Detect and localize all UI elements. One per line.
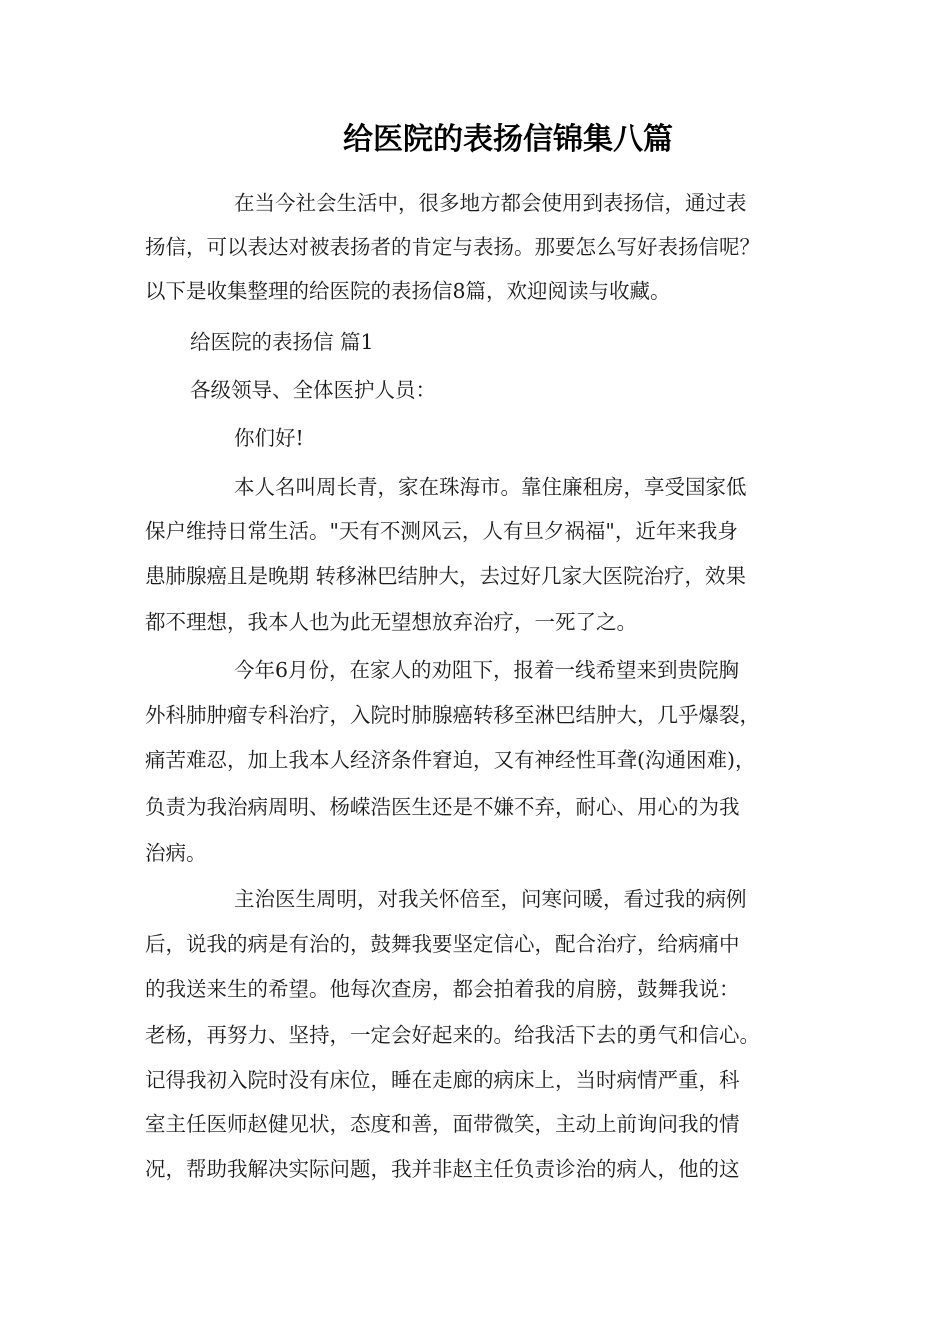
paragraph-line: 老杨，再努力、坚持，一定会好起来的。给我活下去的勇气和信心。 [145,1023,760,1047]
paragraph-line: 在当今社会生活中，很多地方都会使用到表扬信，通过表 [234,191,747,215]
section-heading: 给医院的表扬信 篇1 [190,330,374,354]
paragraph-line: 都不理想，我本人也为此无望想放弃治疗，一死了之。 [145,610,637,634]
paragraph-line: 况，帮助我解决实际问题，我并非赵主任负责诊治的病人，他的这 [145,1157,740,1181]
paragraph-line: 本人名叫周长青，家在珠海市。靠住廉租房，享受国家低 [234,475,747,499]
paragraph-line: 记得我初入院时没有床位，睡在走廊的病床上，当时病情严重，科 [145,1068,740,1092]
paragraph-line: 患肺腺癌且是晚期 转移淋巴结肿大，去过好几家大医院治疗，效果 [145,564,747,588]
paragraph-line: 保户维持日常生活。"天有不测风云，人有旦夕祸福"，近年来我身 [145,519,738,543]
paragraph-line: 今年6月份，在家人的劝阻下，报着一线希望来到贵院胸 [234,658,740,682]
paragraph-line: 痛苦难忍，加上我本人经济条件窘迫，又有神经性耳聋(沟通困难)， [145,748,756,772]
greeting: 你们好! [234,426,304,450]
salutation: 各级领导、全体医护人员： [190,378,436,402]
paragraph-line: 扬信，可以表达对被表扬者的肯定与表扬。那要怎么写好表扬信呢？ [145,235,760,259]
paragraph-line: 治病。 [145,841,207,865]
paragraph-line: 室主任医师赵健见状，态度和善，面带微笑，主动上前询问我的情 [145,1112,740,1136]
paragraph-line: 以下是收集整理的给医院的表扬信8篇，欢迎阅读与收藏。 [145,279,671,303]
paragraph-line: 外科肺肿瘤专科治疗，入院时肺腺癌转移至淋巴结肿大，几乎爆裂， [145,703,760,727]
paragraph-line: 的我送来生的希望。他每次查房，都会拍着我的肩膀，鼓舞我说： [145,977,740,1001]
paragraph-line: 后，说我的病是有治的，鼓舞我要坚定信心，配合治疗，给病痛中 [145,932,740,956]
paragraph-line: 主治医生周明，对我关怀倍至，问寒问暖，看过我的病例 [234,887,747,911]
document-title: 给医院的表扬信锦集八篇 [343,122,673,157]
paragraph-line: 负责为我治病周明、杨嵘浩医生还是不嫌不弃，耐心、用心的为我 [145,795,740,819]
